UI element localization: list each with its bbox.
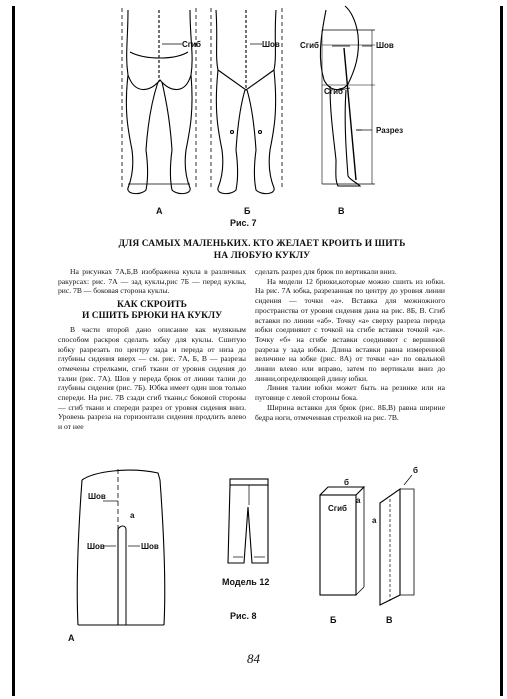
fig7-sub-b: Б <box>244 206 251 216</box>
right-p1: сделать разрез для брюк по вертикали вниз. <box>255 267 397 276</box>
right-p4: Ширина вставки для брюк (рис. 8Б,В) равна ширине бедра ноги, отмеченная стрелкой на рис. 7В. <box>255 402 445 422</box>
fig7-c-cut-label: Разрез <box>376 126 404 135</box>
left-subhead <box>58 300 246 322</box>
fig8-a-seam-right-label: Шов <box>141 542 159 551</box>
fig8-c-point-b-label: б <box>413 466 418 475</box>
right-p3: Линия талии юбки может быть на резинке или на пуговице с левой стороны бока. <box>255 383 445 403</box>
fig7-c-doll-side <box>320 6 375 186</box>
left-subhead-line-2: И СШИТЬ БРЮКИ НА КУКЛУ <box>81 311 223 322</box>
fig8-model-12-trousers <box>228 479 268 563</box>
left-intro: На рисунках 7А,Б,В изображена кукла в различных ракурсах: рис. 7А — зад куклы,рис 7Б — перед куклы, рис. 7В — боковая сторона куклы. <box>58 267 246 296</box>
fig7-a-fold-label: Сгиб <box>182 40 201 49</box>
fig7-c-seam-label: Шов <box>376 41 394 50</box>
left-body: В части второй дано описание как мулякным способом раскроя сделать юбку для куклы. Сшитую юбку разрезать по центру зада и переда от низа до глубины сидения вверх — см. рис. 7А, Б, В — разрезы отмечены стрелками, сгиб ткани от уровня сидения до талии (рис. 7А). Шов у переда брюк от линии талии до глубины сидения (рис. 7Б). Юбка имеет один шов только спереди. На рис. 7В сзади сгиб ткани,с боковой стороны — сгиб ткани и спереди разрез от уровня сидения вниз. Уровень разреза на горизонтали сидения продлить влево и от нее <box>58 325 246 432</box>
section-heading-line-1: ДЛЯ САМЫХ МАЛЕНЬКИХ. КТО ЖЕЛАЕТ КРОИТЬ И ШИТЬ <box>118 239 406 249</box>
figure-7 <box>0 0 507 240</box>
fig8-caption: Рис. 8 <box>230 611 257 621</box>
fig7-b-seam-label: Шов <box>262 40 280 49</box>
section-heading-line-2: НА ЛЮБУЮ КУКЛУ <box>213 251 311 261</box>
figure-8 <box>0 445 507 655</box>
left-column <box>58 267 246 432</box>
fig8-b-point-a-label: а <box>356 496 361 505</box>
fig8-sub-b: Б <box>330 615 337 625</box>
fig7-b-doll-front <box>211 8 282 194</box>
fig8-a-point-a-label: а <box>130 511 135 520</box>
right-column <box>255 267 445 422</box>
fig8-c-point-a-label: а <box>372 516 377 525</box>
fig8-a-seam-label: Шов <box>88 492 106 501</box>
fig8-model-label: Модель 12 <box>222 577 270 587</box>
left-subhead-line-1: КАК СКРОИТЬ <box>117 300 187 311</box>
fig7-c-fold-label-2: Сгиб <box>324 87 343 96</box>
fig8-b-point-b-label: б <box>344 478 349 487</box>
section-heading <box>72 238 452 262</box>
fig7-caption: Рис. 7 <box>230 218 257 228</box>
fig7-c-fold-label: Сгиб <box>300 41 319 50</box>
page-number: 84 <box>247 651 260 666</box>
fig8-sub-a: А <box>68 633 75 643</box>
fig8-c-insert-folded <box>380 475 414 605</box>
fig7-a-doll-back <box>122 8 196 194</box>
fig8-b-fold-label: Сгиб <box>328 504 347 513</box>
fig8-a-seam-left-label: Шов <box>87 542 105 551</box>
fig8-sub-c: В <box>386 615 393 625</box>
fig7-sub-a: А <box>156 206 163 216</box>
fig7-sub-c: В <box>338 206 345 216</box>
right-p2: На модели 12 брюки,которые можно сшить из юбки. На рис. 7А юбка, разрезанная по центру до уровня линии сидения — точки «а». Вставка для межножного пространства от уровня сидения дана на рис. 8Б, В. Сгиб вставки по линии «аб». Точку «а» сверху разреза переда юбки соединяют с точкой на сгибе вставки точкой «а». Точку «б» на сгибе вставки соединяют с вершиной разреза у зада юбки. Длина вставки равна измеренной величине на юбке (рис. 8А) от точки «а» по овальной линии влево или вправо, затем по вертикали вниз до линии,определяющей длину юбки. <box>255 276 445 383</box>
